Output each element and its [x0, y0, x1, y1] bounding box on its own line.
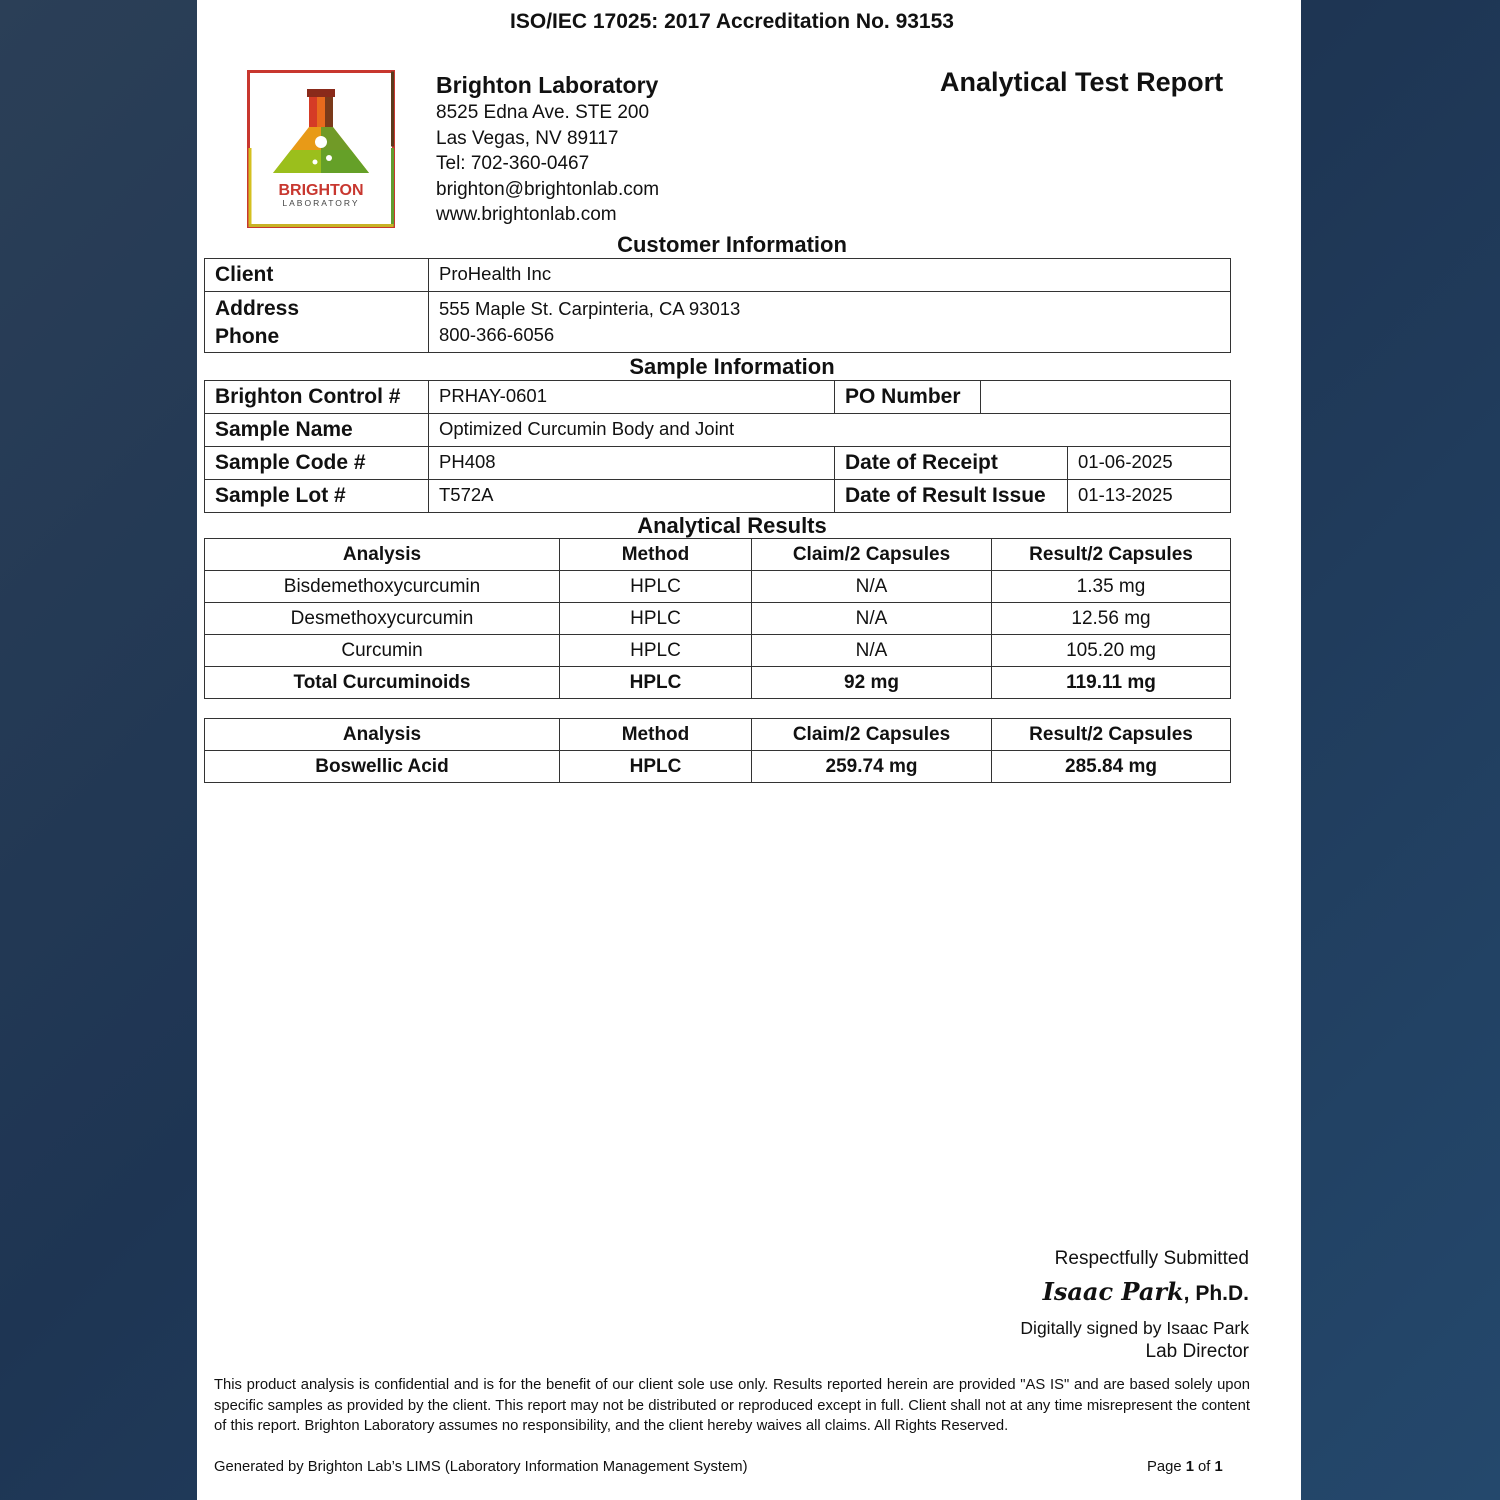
table-row-total [205, 667, 1231, 699]
table-cell: HPLC [560, 751, 752, 783]
signature-credential: , Ph.D. [1183, 1282, 1249, 1305]
report-page [197, 0, 1301, 1500]
phone-label: Phone [215, 325, 280, 348]
brighton-logo [247, 70, 395, 228]
table-row [205, 751, 1231, 783]
sample-name-value: Optimized Curcumin Body and Joint [429, 414, 1231, 447]
logo-text-laboratory: LABORATORY [282, 198, 360, 208]
address-value: 555 Maple St. Carpinteria, CA 93013 [439, 298, 741, 319]
client-value: ProHealth Inc [429, 259, 1231, 292]
table-cell: HPLC [560, 667, 752, 699]
signer-role: Lab Director [1145, 1341, 1249, 1362]
table-cell: HPLC [560, 571, 752, 603]
po-value [981, 381, 1231, 414]
table-row [205, 571, 1231, 603]
table-cell: N/A [752, 603, 992, 635]
total-pages: 1 [1214, 1459, 1223, 1475]
sample-lot-label: Sample Lot # [205, 480, 429, 513]
po-label: PO Number [835, 381, 981, 414]
table-cell: Boswellic Acid [205, 751, 560, 783]
sample-code-value: PH408 [429, 447, 835, 480]
digital-signature-note: Digitally signed by Isaac Park [1020, 1318, 1249, 1338]
control-value: PRHAY-0601 [429, 381, 835, 414]
table-cell: 12.56 mg [992, 603, 1231, 635]
table-header-row [205, 539, 1231, 571]
logo-text-brighton: BRIGHTON [278, 182, 364, 199]
signature-block [1020, 1245, 1249, 1364]
table-header-row [205, 719, 1231, 751]
disclaimer-text: This product analysis is confidential and is for the benefit of our client sole use only. Results reported herein are provided "AS IS" and are based solely upon specific samples as provided by the client. This report may not be distributed or reproduced except in full. Client shall not at any time misrepresent the content of this report. Brighton Laboratory assumes no responsibility, and the client hereby waives all claims. All Rights Reserved. [214, 1377, 1250, 1434]
lab-contact-block [436, 70, 659, 228]
control-label: Brighton Control # [205, 381, 429, 414]
sample-code-label: Sample Code # [205, 447, 429, 480]
column-header: Result/2 Capsules [992, 539, 1231, 571]
customer-table [204, 258, 1231, 353]
table-row [205, 414, 1231, 447]
table-cell: Desmethoxycurcumin [205, 603, 560, 635]
table-row [205, 480, 1231, 513]
page-number: Page 1 of 1 [1147, 1459, 1223, 1475]
table-cell: 119.11 mg [992, 667, 1231, 699]
lab-website: www.brightonlab.com [436, 204, 617, 225]
lab-address: 8525 Edna Ave. STE 200 [436, 102, 650, 123]
column-header: Claim/2 Capsules [752, 539, 992, 571]
result-issue-value: 01-13-2025 [1068, 480, 1231, 513]
table-cell: HPLC [560, 603, 752, 635]
customer-section-title: Customer Information [617, 232, 847, 257]
results-section-title: Analytical Results [637, 513, 827, 538]
lab-email: brighton@brightonlab.com [436, 178, 660, 200]
result-issue-label: Date of Result Issue [835, 480, 1068, 513]
results-table [204, 538, 1231, 699]
table-row [205, 603, 1231, 635]
table-row [205, 259, 1231, 292]
table-cell: 285.84 mg [992, 751, 1231, 783]
table-cell: 105.20 mg [992, 635, 1231, 667]
table-row [205, 292, 1231, 353]
table-row [205, 381, 1231, 414]
phone-value: 800-366-6056 [439, 324, 555, 345]
table-cell: N/A [752, 571, 992, 603]
column-header: Analysis [205, 539, 560, 571]
receipt-value: 01-06-2025 [1068, 447, 1231, 480]
sample-lot-value: T572A [429, 480, 835, 513]
address-label: Address [215, 297, 300, 320]
column-header: Method [560, 719, 752, 751]
respectfully-submitted: Respectfully Submitted [1054, 1248, 1249, 1269]
lab-city: Las Vegas, NV 89117 [436, 127, 619, 149]
table-cell: N/A [752, 635, 992, 667]
lab-name: Brighton Laboratory [436, 72, 659, 98]
table-cell: 92 mg [752, 667, 992, 699]
sample-section-title: Sample Information [629, 354, 835, 379]
table-cell: 259.74 mg [752, 751, 992, 783]
table-cell: HPLC [560, 635, 752, 667]
lab-phone: Tel: 702-360-0467 [436, 153, 590, 174]
sample-name-label: Sample Name [205, 414, 429, 447]
lims-footer: Generated by Brighton Lab’s LIMS (Laboratory Information Management System) [214, 1459, 748, 1475]
table-row [205, 635, 1231, 667]
handwritten-signature: Isaac Park [1042, 1277, 1184, 1306]
column-header: Analysis [205, 719, 560, 751]
boswellic-table [204, 718, 1231, 783]
table-cell: Bisdemethoxycurcumin [205, 571, 560, 603]
table-row [205, 447, 1231, 480]
receipt-label: Date of Receipt [835, 447, 1068, 480]
column-header: Claim/2 Capsules [752, 719, 992, 751]
table-cell: Total Curcuminoids [205, 667, 560, 699]
table-cell: 1.35 mg [992, 571, 1231, 603]
table-cell: Curcumin [205, 635, 560, 667]
current-page: 1 [1185, 1459, 1194, 1475]
column-header: Result/2 Capsules [992, 719, 1231, 751]
column-header: Method [560, 539, 752, 571]
client-label: Client [205, 259, 429, 292]
sample-table [204, 380, 1231, 513]
report-title: Analytical Test Report [940, 67, 1224, 97]
accreditation-header: ISO/IEC 17025: 2017 Accreditation No. 93153 [510, 10, 954, 33]
